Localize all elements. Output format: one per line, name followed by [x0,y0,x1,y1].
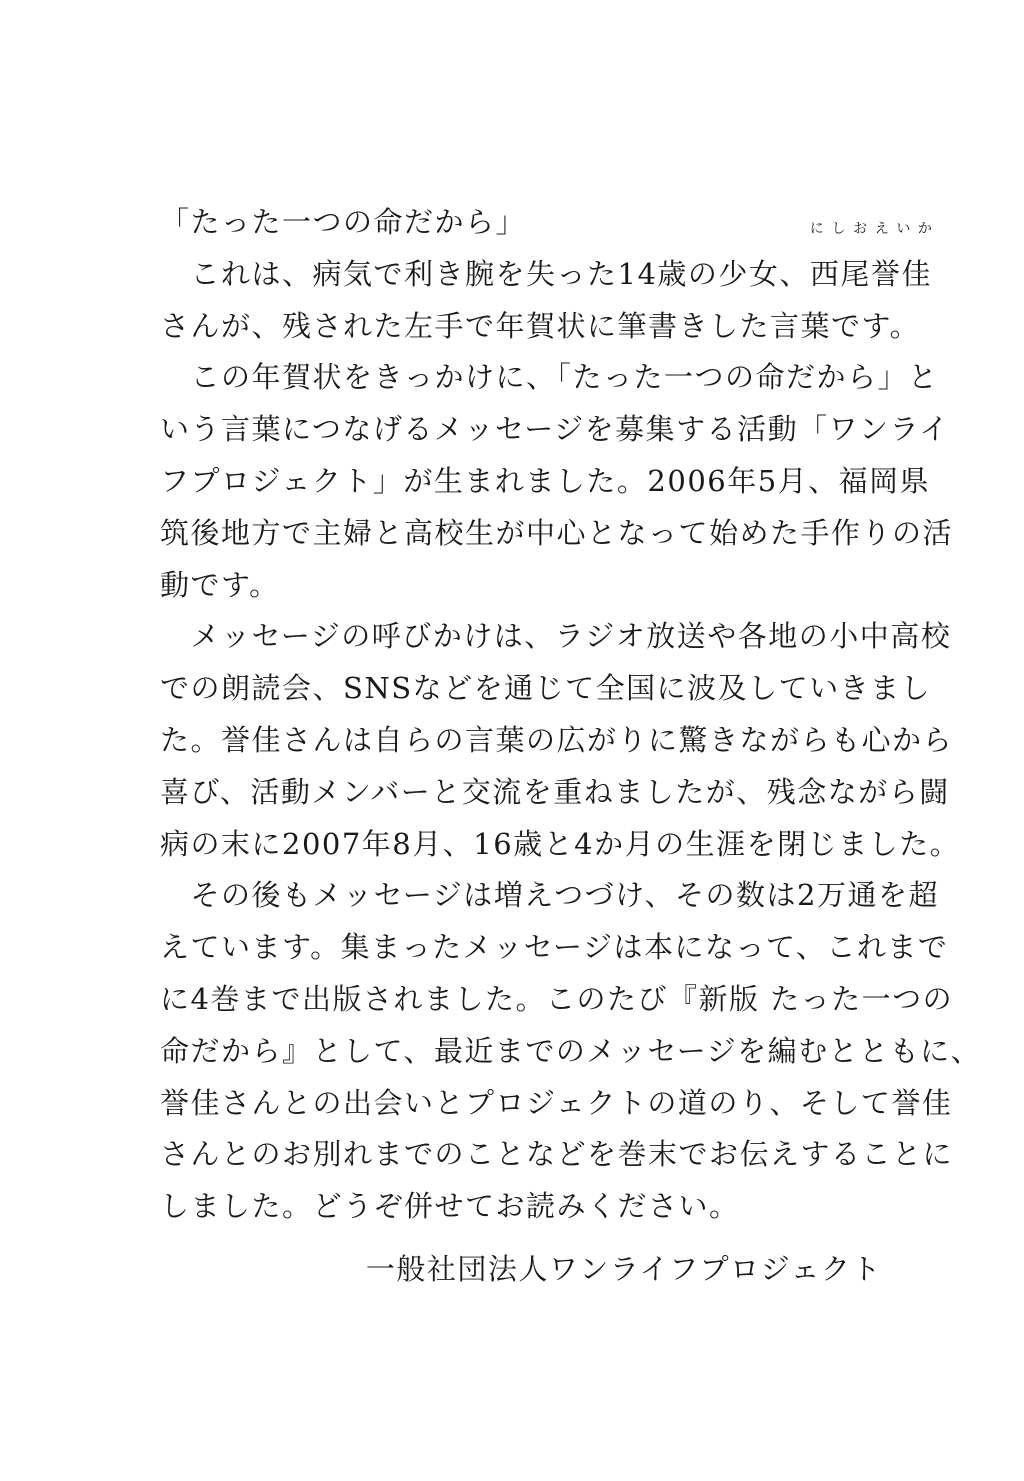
paragraph-1-line-1-text: これは、病気で利き腕を失った14歳の少女、 [160,257,810,291]
paragraph-4-line-5: 誉佳さんとの出会いとプロジェクトの道のり、そして誉佳 [160,1086,953,1120]
name-with-ruby [809,221,932,300]
paragraph-2-line-5: 動です。 [160,568,280,602]
paragraph-3-line-5: 病の末に2007年8月、16歳と4か月の生涯を閉じました。 [160,827,961,861]
signature: 一般社団法人ワンライフプロジェクト [365,1252,882,1286]
person-name: 西尾誉佳 [809,257,932,291]
paragraph-3-line-4: 喜び、活動メンバーと交流を重ねましたが、残念ながら闘 [160,775,950,809]
paragraph-1-line-2: さんが、残された左手で年賀状に筆書きした言葉です。 [160,309,921,343]
title-line: 「たった一つの命だから」 [160,205,527,239]
name-ruby: にしおえいか [809,221,932,237]
paragraph-2-line-2: いう言葉につなげるメッセージを募集する活動「ワンライ [160,412,950,446]
paragraph-2-line-3: フプロジェクト」が生まれました。2006年5月、福岡県 [160,464,931,498]
paragraph-4-line-1: その後もメッセージは増えつづけ、その数は2万通を超 [160,878,939,912]
paragraph-4-line-2: えています。集まったメッセージは本になって、これまで [160,930,949,964]
paragraph-4-line-7: しました。どうぞ併せてお読みください。 [160,1189,740,1223]
paragraph-4-line-3: に4巻まで出版されました。このたび『新版 たった一つの [160,982,954,1016]
paragraph-3-line-3: た。誉佳さんは自らの言葉の広がりに驚きながらも心から [160,723,954,757]
paragraph-2-line-4: 筑後地方で主婦と高校生が中心となって始めた手作りの活 [160,516,954,550]
paragraph-3-line-2: での朗読会、SNSなどを通じて全国に波及していきまし [160,671,932,705]
paragraph-4-line-4: 命だから』として、最近までのメッセージを編むとともに、 [160,1034,982,1068]
paragraph-3-line-1: メッセージの呼びかけは、ラジオ放送や各地の小中高校 [160,619,952,653]
paragraph-2-line-1: この年賀状をきっかけに、「たった一つの命だから」と [160,360,939,394]
paragraph-4-line-6: さんとのお別れまでのことなどを巻末でお伝えすることに [160,1137,954,1171]
